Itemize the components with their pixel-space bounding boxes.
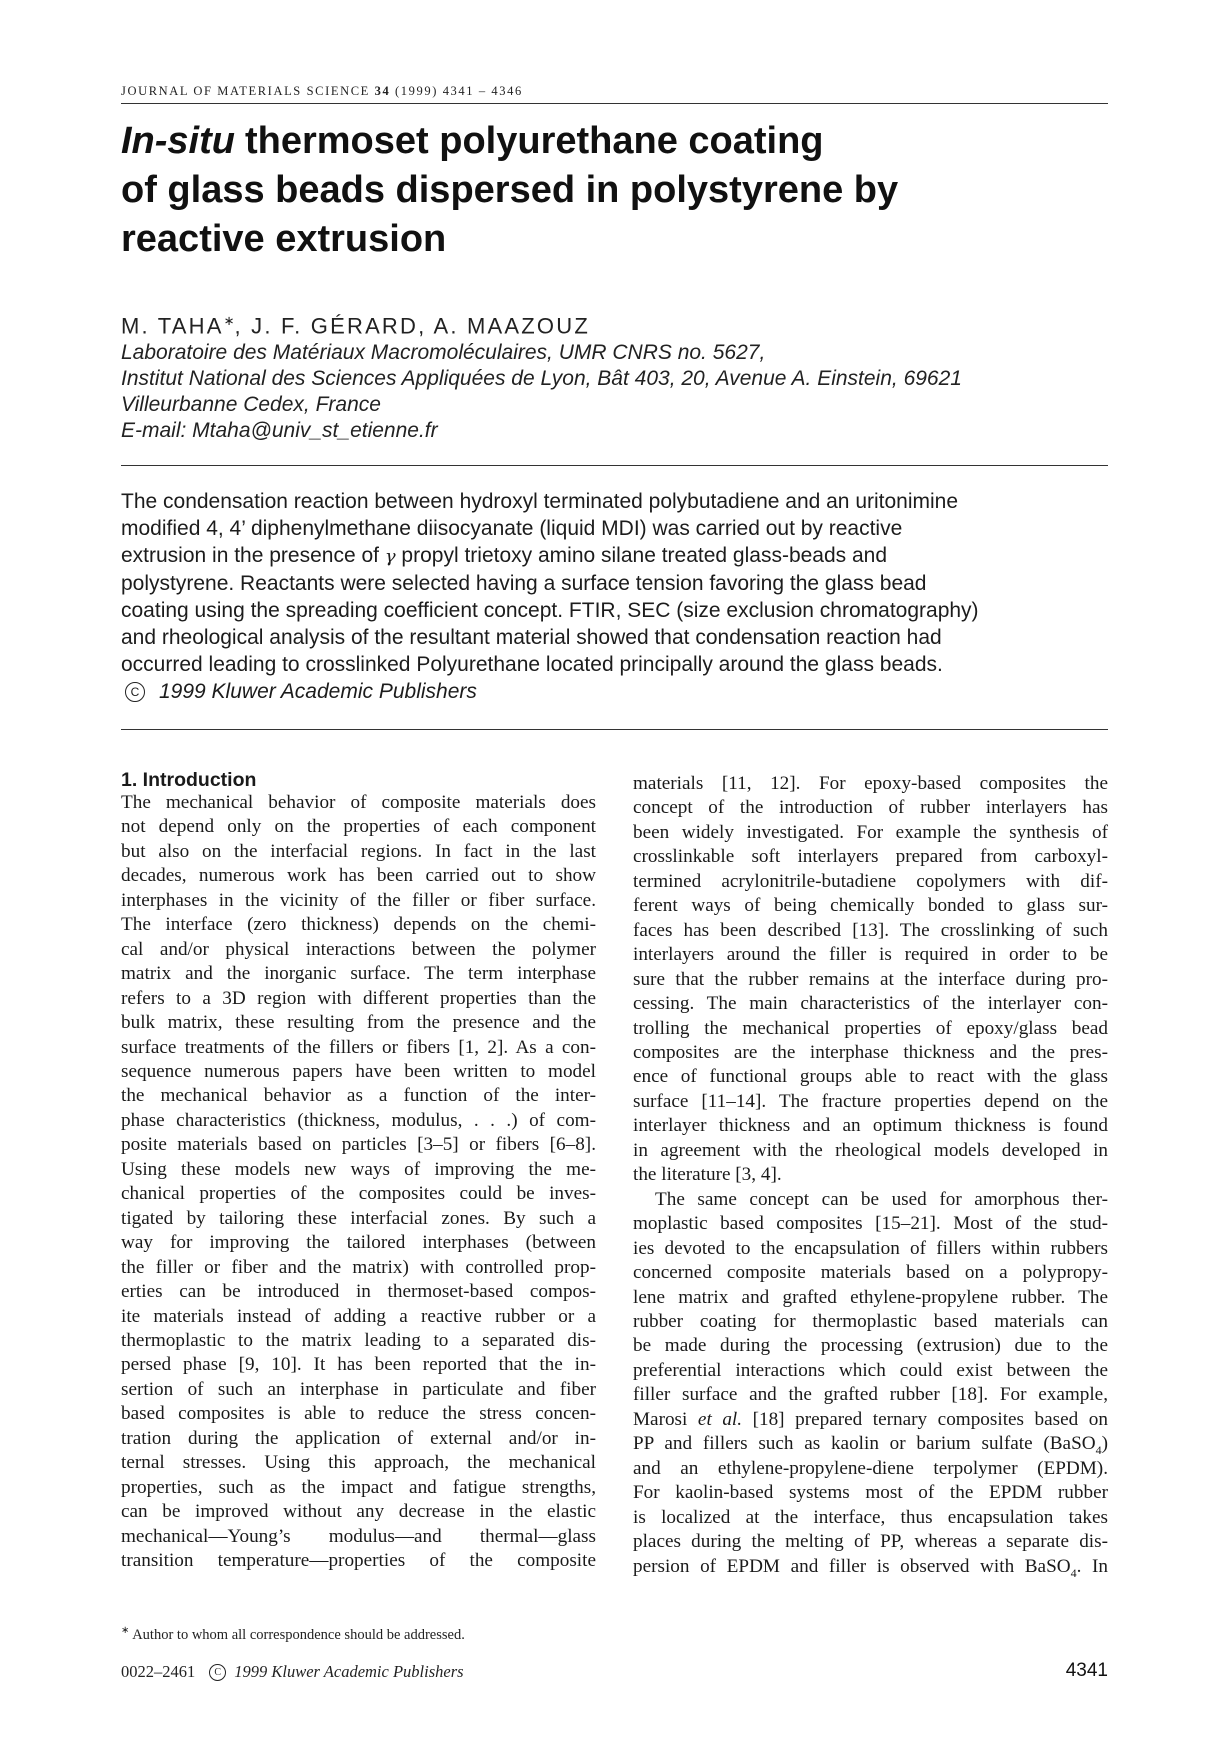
text-line: bulk matrix, these resulting from the presence and the <box>121 1012 596 1034</box>
abstract-line: polystyrene. Reactants were selected having a surface tension favoring the glass bead <box>121 572 927 595</box>
title-line-3: reactive extrusion <box>121 218 447 260</box>
affiliation-line-3: Villeurbanne Cedex, France <box>121 393 381 416</box>
text-line <box>633 1408 1108 1432</box>
text-line: mechanical—Young’s modulus—and thermal—glass <box>121 1525 596 1547</box>
text-line <box>633 1432 1108 1456</box>
text-line: ferent ways of being chemically bonded to glass sur- <box>633 895 1108 917</box>
journal-name: JOURNAL OF MATERIALS SCIENCE <box>121 84 370 98</box>
text-line: based composites is able to reduce the stress concen- <box>121 1403 596 1425</box>
corresponding-mark: ∗ <box>223 313 235 328</box>
text-line: tigated by tailoring these interfacial zones. By such a <box>121 1207 596 1229</box>
text-line: chanical properties of the composites could be inves- <box>121 1183 596 1205</box>
subscript: 4 <box>1070 1565 1077 1580</box>
text-line: interlayer thickness and an optimum thickness is found <box>633 1115 1108 1137</box>
text-line: transition temperature—properties of the composite <box>121 1550 596 1572</box>
text-line: moplastic based composites [15–21]. Most of the stud- <box>633 1213 1108 1235</box>
journal-volume: 34 <box>374 84 391 98</box>
author-email: E-mail: Mtaha@univ_st_etienne.fr <box>121 419 438 442</box>
text-line: concept of the introduction of rubber interlayers has <box>633 797 1108 819</box>
text-line: preferential interactions which could exist between the <box>633 1359 1108 1381</box>
text-line: phase characteristics (thickness, modulus, . . .) of com- <box>121 1109 596 1131</box>
text-line: cal and/or physical interactions between the polymer <box>121 938 596 960</box>
abstract-copyright <box>121 678 1108 705</box>
left-column <box>121 770 596 1574</box>
right-column <box>633 772 1108 1579</box>
text-line: but also on the interfacial regions. In fact in the last <box>121 840 596 862</box>
text-line: The interface (zero thickness) depends on the chemi- <box>121 914 596 936</box>
text-line: sure that the rubber remains at the interface during pro- <box>633 968 1108 990</box>
author-first: M. TAHA <box>121 313 224 339</box>
text-line: faces has been described [13]. The crosslinking of such <box>633 919 1108 941</box>
text-line: not depend only on the properties of each component <box>121 816 596 838</box>
issn: 0022–2461 <box>121 1662 196 1681</box>
text-line: persed phase [9, 10]. It has been reported that the in- <box>121 1354 596 1376</box>
footer <box>121 1662 464 1682</box>
text-line: interlayers around the filler is required in order to be <box>633 944 1108 966</box>
text-line: erties can be introduced in thermoset-based compos- <box>121 1281 596 1303</box>
text-line: termined acrylonitrile-butadiene copolymers with dif- <box>633 870 1108 892</box>
text-line: surface [11–14]. The fracture properties depend on the <box>633 1090 1108 1112</box>
gamma-symbol: γ <box>384 546 396 567</box>
paper-title <box>121 117 1021 264</box>
text-line: refers to a 3D region with different properties than the <box>121 987 596 1009</box>
text-line: places during the melting of PP, whereas a separate dis- <box>633 1531 1108 1553</box>
text-fragment: [18] prepared ternary composites based on <box>742 1408 1108 1430</box>
text-line: the filler or fiber and the matrix) with controlled prop- <box>121 1256 596 1278</box>
abstract-top-rule <box>121 465 1108 466</box>
footer-publisher: 1999 Kluwer Academic Publishers <box>234 1662 464 1681</box>
subscript: 4 <box>1095 1443 1102 1458</box>
text-line: and an ethylene-propylene-diene terpolymer (EPDM). <box>633 1457 1108 1479</box>
text-line: filler surface and the grafted rubber [18]. For example, <box>633 1384 1108 1406</box>
copyright-icon: C <box>125 682 145 702</box>
text-fragment: persion of EPDM and filler is observed with BaSO <box>633 1555 1071 1577</box>
text-line: concerned composite materials based on a polypropy- <box>633 1262 1108 1284</box>
text-line: be made during the processing (extrusion) due to the <box>633 1335 1108 1357</box>
author-list <box>121 313 1108 339</box>
abstract-text: extrusion in the presence of <box>121 544 385 567</box>
header-rule <box>121 103 1108 104</box>
text-fragment: . In <box>1076 1555 1108 1577</box>
text-line: in agreement with the rheological models developed in <box>633 1139 1108 1161</box>
text-line: The mechanical behavior of composite materials does <box>121 792 596 813</box>
footnote <box>121 1625 621 1644</box>
text-line: For kaolin-based systems most of the EPDM rubber <box>633 1482 1108 1504</box>
affiliation-line-2: Institut National des Sciences Appliquées de Lyon, Bât 403, 20, Avenue A. Einstein, 69621 <box>121 367 962 390</box>
text-fragment: PP and fillers such as kaolin or barium sulfate (BaSO <box>633 1433 1096 1455</box>
abstract-line: The condensation reaction between hydroxyl terminated polybutadiene and an uritonimine <box>121 490 959 513</box>
text-line: materials [11, 12]. For epoxy-based composites the <box>633 773 1108 794</box>
abstract-line: modified 4, 4’ diphenylmethane diisocyanate (liquid MDI) was carried out by reactive <box>121 517 903 540</box>
text-line: been widely investigated. For example the synthesis of <box>633 821 1108 843</box>
text-line: composites are the interphase thickness and the pres- <box>633 1041 1108 1063</box>
running-head <box>121 84 1108 99</box>
text-line: trolling the mechanical properties of epoxy/glass bead <box>633 1017 1108 1039</box>
abstract-line: and rheological analysis of the resultant material showed that condensation reaction had <box>121 626 942 649</box>
text-line: surface treatments of the fillers or fibers [1, 2]. As a con- <box>121 1036 596 1058</box>
text-line: sequence numerous papers have been written to model <box>121 1060 596 1082</box>
text-fragment: ) <box>1101 1433 1108 1455</box>
abstract-line: coating using the spreading coefficient concept. FTIR, SEC (size exclusion chromatography) <box>121 599 979 622</box>
text-line: lene matrix and grafted ethylene-propylene rubber. The <box>633 1286 1108 1308</box>
journal-year-pages: (1999) 4341 – 4346 <box>395 84 523 98</box>
text-line: way for improving the tailored interphases (between <box>121 1232 596 1254</box>
affiliation-line-1: Laboratoire des Matériaux Macromoléculaires, UMR CNRS no. 5627, <box>121 341 766 364</box>
page-number: 4341 <box>1065 1660 1108 1681</box>
title-line-2: of glass beads dispersed in polystyrene by <box>121 169 899 211</box>
abstract <box>121 488 1108 705</box>
text-line: cessing. The main characteristics of the interlayer con- <box>633 993 1108 1015</box>
text-line: ence of functional groups able to react with the glass <box>633 1066 1108 1088</box>
text-line: sertion of such an interphase in particulate and fiber <box>121 1378 596 1400</box>
abstract-text: propyl trietoxy amino silane treated glass-beads and <box>395 544 888 567</box>
text-line: ternal stresses. Using this approach, the mechanical <box>121 1452 596 1474</box>
abstract-line: occurred leading to crosslinked Polyurethane located principally around the glass beads. <box>121 653 943 676</box>
text-line: tration during the application of external and/or in- <box>121 1427 596 1449</box>
text-line: thermoplastic to the matrix leading to a separated dis- <box>121 1329 596 1351</box>
text-line: posite materials based on particles [3–5] or fibers [6–8]. <box>121 1134 596 1156</box>
text-line: matrix and the inorganic surface. The term interphase <box>121 963 596 985</box>
abstract-copyright-text: 1999 Kluwer Academic Publishers <box>159 680 477 703</box>
text-line: properties, such as the impact and fatigue strengths, <box>121 1476 596 1498</box>
text-line: crosslinkable soft interlayers prepared from carboxyl- <box>633 846 1108 868</box>
section-heading: 1. Introduction <box>121 769 257 791</box>
text-line <box>633 1555 1108 1579</box>
footnote-mark: ∗ <box>121 1625 130 1636</box>
text-line: the mechanical behavior as a function of the inter- <box>121 1085 596 1107</box>
text-fragment: Marosi <box>633 1408 698 1430</box>
abstract-line <box>121 542 1108 570</box>
text-line: interphases in the vicinity of the filler or fiber surface. <box>121 889 596 911</box>
title-line-1: thermoset polyurethane coating <box>244 120 824 162</box>
text-line: is localized at the interface, thus encapsulation takes <box>633 1506 1108 1528</box>
text-line: ies devoted to the encapsulation of fillers within rubbers <box>633 1237 1108 1259</box>
text-line: Using these models new ways of improving the me- <box>121 1158 596 1180</box>
title-italic: In-situ <box>121 120 235 162</box>
author-others: , J. F. GÉRARD, A. MAAZOUZ <box>234 313 590 339</box>
text-line: The same concept can be used for amorphous ther- <box>655 1188 1108 1210</box>
text-line: the literature [3, 4]. <box>633 1164 782 1186</box>
copyright-icon: C <box>209 1664 226 1681</box>
text-line: can be improved without any decrease in the elastic <box>121 1501 596 1523</box>
text-line: rubber coating for thermoplastic based materials can <box>633 1310 1108 1332</box>
footnote-text: Author to whom all correspondence should be addressed. <box>129 1626 465 1643</box>
text-line: ite materials instead of adding a reactive rubber or a <box>121 1305 596 1327</box>
et-al: et al. <box>697 1408 743 1430</box>
abstract-bottom-rule <box>121 729 1108 730</box>
text-line: decades, numerous work has been carried out to show <box>121 865 596 887</box>
